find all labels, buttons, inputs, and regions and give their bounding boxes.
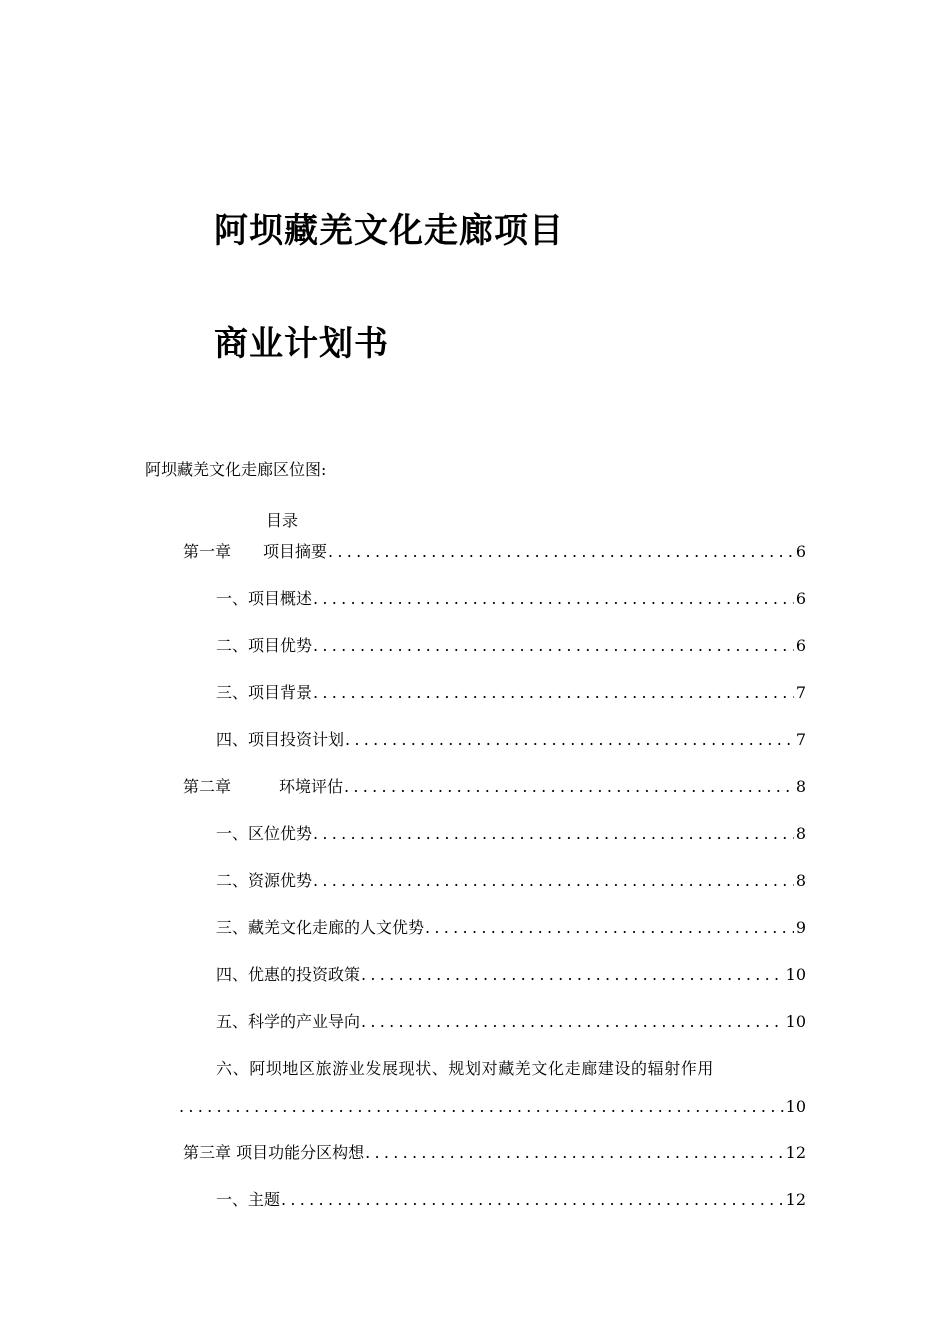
toc-entry-label: 二、项目优势 [216,636,313,655]
toc-leader-dots [313,635,794,657]
toc-entry-page: 9 [795,918,806,937]
toc-entry-label: 三、项目背景 [216,683,313,702]
toc-leader-dots [179,1096,784,1118]
toc-entry-label: 第二章 环境评估 [183,777,344,796]
toc-entry[interactable] [216,635,806,657]
toc-entry-label: 第三章 项目功能分区构想 [183,1143,365,1162]
toc-entry-page: 6 [795,636,806,655]
toc-entry-long-label[interactable]: 六、阿坝地区旅游业发展现状、规划对藏羌文化走廊建设的辐射作用 [216,1059,715,1078]
document-subtitle: 商业计划书 [214,324,389,364]
toc-entry-page: 6 [795,542,806,561]
toc-entry-page: 8 [795,824,806,843]
toc-entry-page: 7 [795,730,806,749]
toc-entry[interactable] [216,870,806,892]
toc-leader-dots [328,541,794,563]
map-caption: 阿坝藏羌文化走廊区位图: [145,460,327,479]
toc-entry[interactable] [216,682,806,704]
document-title: 阿坝藏羌文化走廊项目 [214,211,564,251]
toc-entry-page: 6 [795,589,806,608]
toc-entry-label: 一、主题 [216,1190,281,1209]
toc-entry-label: 三、藏羌文化走廊的人文优势 [216,918,425,937]
toc-leader-dots [365,1142,784,1164]
toc-entry-long-continuation[interactable] [178,1096,806,1118]
toc-entry-label: 四、项目投资计划 [216,730,345,749]
toc-leader-dots [313,823,794,845]
toc-entry[interactable] [216,1189,806,1211]
toc-entry[interactable] [216,729,806,751]
toc-entry-page: 12 [785,1143,806,1162]
toc-entry-label: 四、优惠的投资政策 [216,965,361,984]
toc-entry-page: 8 [795,871,806,890]
toc-entry-page: 10 [785,1097,806,1116]
toc-heading: 目录 [266,511,299,530]
toc-entry-chapter-3[interactable] [183,1142,806,1164]
toc-entry-page: 12 [785,1190,806,1209]
toc-entry-page: 7 [795,683,806,702]
toc-entry-page: 8 [795,777,806,796]
toc-leader-dots [361,964,784,986]
toc-entry[interactable] [216,823,806,845]
toc-leader-dots [425,917,794,939]
toc-entry[interactable] [216,964,806,986]
toc-leader-dots [281,1189,784,1211]
toc-entry-label: 第一章 项目摘要 [183,542,328,561]
toc-leader-dots [313,682,794,704]
toc-entry-page: 10 [785,965,806,984]
toc-entry[interactable] [216,1011,806,1033]
toc-entry-page: 10 [785,1012,806,1031]
toc-entry-label: 一、区位优势 [216,824,313,843]
toc-entry-label: 二、资源优势 [216,871,313,890]
toc-entry[interactable] [216,917,806,939]
toc-entry-label: 一、项目概述 [216,589,313,608]
toc-entry-chapter-1[interactable] [183,541,806,563]
toc-entry[interactable] [216,588,806,610]
toc-entry-chapter-2[interactable] [183,776,806,798]
toc-leader-dots [361,1011,784,1033]
toc-leader-dots [344,776,794,798]
toc-entry-label: 五、科学的产业导向 [216,1012,361,1031]
toc-leader-dots [313,588,794,610]
toc-leader-dots [345,729,794,751]
toc-leader-dots [313,870,794,892]
